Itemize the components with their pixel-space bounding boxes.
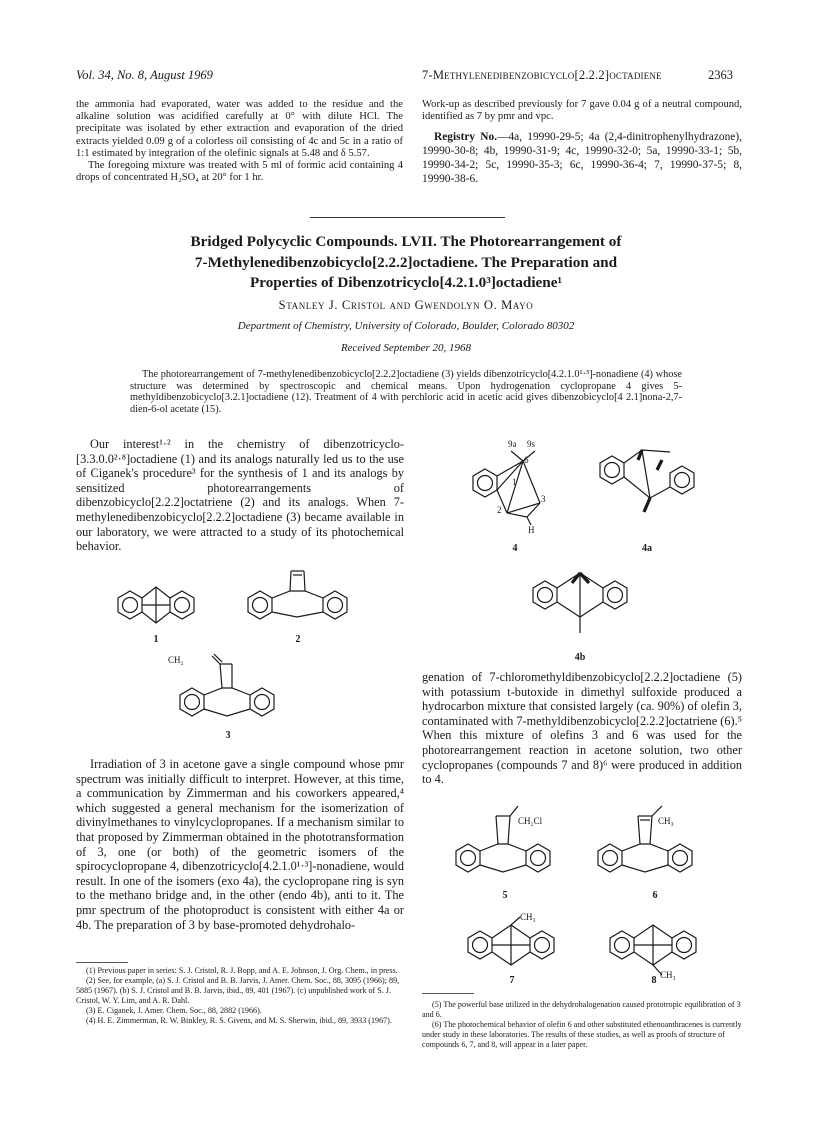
article-title: Bridged Polycyclic Compounds. LVII. The Photorearrangement of 7-Methylenedibenzobicyclo[2.2.2]octadiene. The Preparation and Properties of Dibenzotricyclo[4.2.1.0³]octadiene¹ [190, 233, 622, 291]
group-CH2: CH₂ [168, 655, 184, 665]
structure-8 [610, 925, 696, 975]
abstract: The photorearrangement of 7-methylenedibenzobicyclo[2.2.2]octadiene (3) yields dibenzotricyclo[4.2.1.0¹·³]-nonadiene (4) whose structure was determined by spectroscopic and chemical means. Upon hydrogenation cyclopropane 4 gives 5-methyldibenzobicyclo[3.2.1]octadiene (12). Treatment of 4 with perchloric acid in acetic acid gives dibenzobicyclo[4 2.1]nona-2,7-dien-6-ol acetate (15). [130, 369, 682, 415]
prev-right-workup: Work-up as described previously for 7 gave 0.04 g of a neutral compound, identified as 7 by pmr and vpc. [422, 99, 742, 123]
article-authors: Stanley J. Cristol and Gwendolyn O. Mayo [278, 298, 534, 312]
body-left-discussion: Irradiation of 3 in acetone gave a single compound whose pmr spectrum was initially difficult to interpret. However, at this time, a communication by Zimmerman and his coworkers appeared,⁴ which suggested a general mechanism for the isomerization of divinylmethanes to vinylcyclopropanes. If a mechanism similar to that proposed by Zimmerman obtained in the phototransformation of 3, one (or both) of the geometric isomers of the spirocyclopropane 4, dibenzotricyclo[4.2.1.0¹·³]-nonadiene, would result. In one of the isomers (exo 4a), the cyclopropane ring is syn to the methano bridge and, in the other (endo 4b), anti to it. The pmr spectrum of the photoproduct is consistent with either 4a or 4b. The preparation of 3 by base-promoted dehydrohalo- [76, 757, 404, 932]
structure-label-6: 6 [652, 890, 658, 901]
running-header-title: 7-Methylenedibenzobicyclo[2.2.2]octadiene [422, 68, 662, 82]
structure-4a [600, 450, 694, 512]
structure-label-3: 3 [225, 730, 231, 741]
structure-label-7: 7 [509, 975, 515, 986]
structure-3 [180, 654, 274, 716]
structure-label-4b: 4b [574, 652, 586, 663]
footnotes-left: (1) Previous paper in series: S. J. Cristol, R. J. Bopp, and A. E. Johnson, J. Org. Chem., in press. (2) See, for example, (a) S. J. Cristol and B. B. Jarvis, J. Amer. Chem. Soc., 88, 3095 (1966); 89, 5885 (1967). (b) S. J. Cristol and B. B. Jarvis, ibid., 89, 401 (1967). (c) unpublished work of S. J. Cristol, W. Y. Lim, and A. R. Dahl. (3) E. Ciganek, J. Amer. Chem. Soc., 88, 2882 (1966). (4) H. E. Zimmerman, R. W. Binkley, R. S. Givens, and M. S. Sherwin, ibid., 89, 3933 (1967). [76, 966, 400, 1025]
footnotes-right: (5) The powerful base utilized in the dehydrohalogenation caused prototropic equilibration of 3 and 6. (6) The photochemical behavior of olefin 6 and other substituted ethenoanthracenes is currently under study in these laboratories. The results of these studies, as well as proofs of structure of compounds 6, 7, and 8, will appear in a later paper. [422, 1000, 742, 1049]
atom-label-9a: 9a [508, 439, 517, 449]
structure-label-4a: 4a [642, 543, 652, 554]
structure-4 [473, 451, 540, 525]
body-left-intro: Our interest¹·² in the chemistry of dibenzotricyclo-[3.3.0.0²·⁸]octadiene (1) and its analogs naturally led us to the use of Ciganek's procedure³ for the synthesis of 1 and its analogs by sensitized photorearrangements of dibenzobicyclo[2.2.2]octatriene (2) and its analogs. When 7-methylenedibenzobicyclo[2.2.2]octadiene (3) became available in our laboratory, we were attracted to a study of its photochemical behavior. [76, 437, 404, 554]
group-H: H [528, 525, 535, 535]
page-number: 2363 [708, 68, 733, 82]
group-CH3: CH₃ [520, 912, 536, 922]
received-date: Received September 20, 1968 [340, 342, 472, 354]
article-affiliation: Department of Chemistry, University of Colorado, Boulder, Colorado 80302 [237, 320, 575, 332]
group-CH3: CH₃ [658, 816, 674, 826]
prev-left-paragraph: The foregoing mixture was treated with 5 ml of formic acid containing 4 drops of concentrated H₂SO₄ at 20° for 1 hr. [76, 160, 403, 184]
structure-label-2: 2 [295, 634, 301, 645]
atom-label-3: 3 [541, 494, 546, 504]
structure-4b [533, 573, 627, 633]
structure-label-4: 4 [512, 543, 518, 554]
structure-label-1: 1 [153, 634, 159, 645]
atom-label-2: 2 [497, 505, 502, 515]
structure-1 [118, 587, 194, 623]
group-CH2Cl: CH₂Cl [518, 816, 543, 826]
body-right-paragraph: genation of 7-chloromethyldibenzobicyclo[2.2.2]octadiene (5) with potassium t-butoxide in dimethyl sulfoxide produced a hydrocarbon mixture that consisted largely (ca. 90%) of olefin 3, contaminated with 7-methyldibenzobicyclo[2.2.2]octatriene (6).⁵ When this mixture of olefins 3 and 6 was used for the photorearrangement reaction in acetone solution, two other cyclopropanes (compounds 7 and 8)⁶ were produced in addition to 4. [422, 670, 742, 787]
structure-7 [468, 917, 554, 965]
atom-label-6: 6 [524, 455, 529, 465]
structure-2 [248, 571, 347, 619]
running-header-journal: Vol. 34, No. 8, August 1969 [76, 68, 213, 82]
group-CH3: CH₃ [660, 970, 676, 980]
structure-label-8: 8 [651, 975, 657, 986]
atom-label-1: 1 [512, 477, 517, 487]
registry-numbers: Registry No.—4a, 19990-29-5; 4a (2,4-dinitrophenylhydrazone), 19990-30-8; 4b, 19990-31-9; 4c, 19990-32-0; 5a, 19990-33-1; 5b, 19990-34-2; 5c, 19990-35-3; 6c, 19990-36-4; 7, 19990-37-5; 8, 19990-38-6. [422, 131, 742, 185]
prev-left-paragraph: the ammonia had evaporated, water was added to the residue and the alkaline solution was acidified carefully at 0° with dilute HCl. The precipitate was isolated by ether extraction and evaporation of the dried extracts yielded 0.09 g of a colorless oil consisting of 4c and 5c in a ratio of 1:1 estimated by integration of the olefinic signals at 5.48 and δ 5.57. [76, 99, 403, 159]
structure-6 [598, 806, 692, 872]
structure-label-5: 5 [502, 890, 508, 901]
atom-label-9s: 9s [527, 439, 536, 449]
